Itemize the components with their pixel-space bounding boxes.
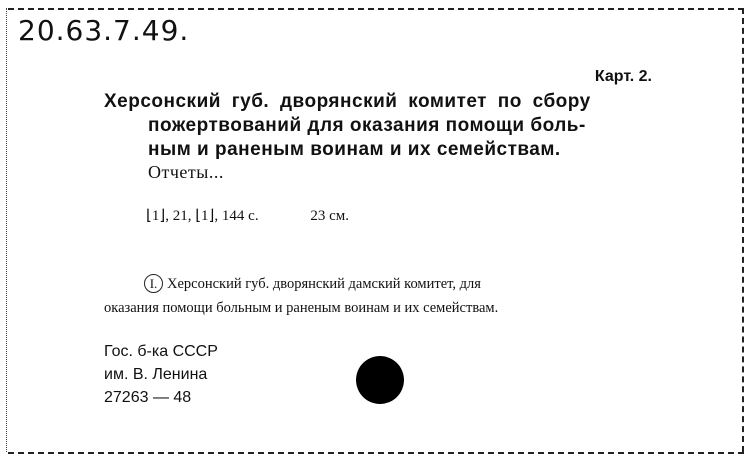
tracing-line: оказания помощи больным и раненым воинам и их семействам. (104, 300, 499, 316)
title-line: ным и раненым воинам и их семействам. (148, 139, 561, 160)
size: 23 см. (310, 208, 349, 224)
title-block (104, 90, 654, 162)
card-border-bottom (8, 452, 744, 454)
tracing-line (104, 272, 644, 296)
tracing-text: Херсонский губ. дворянский дамский комитет, для (167, 276, 481, 292)
reports-label: Отчеты... (148, 162, 224, 182)
library-line: им. В. Ленина (104, 366, 208, 383)
shelfmark: 20.63.7.49. (18, 14, 190, 47)
pagination: ⌊1⌋, 21, ⌊1⌋, 144 с. (146, 208, 259, 224)
title-line: пожертвований для оказания помощи боль- (148, 115, 586, 136)
tracing-number: I. (144, 274, 163, 293)
title-line: Херсонский губ. дворянский комитет по сбору (104, 91, 591, 112)
card-border-right (742, 8, 744, 452)
library-line: 27263 — 48 (104, 389, 192, 406)
card-border-left (6, 8, 7, 452)
tracing (104, 272, 644, 320)
library-line: Гос. б-ка СССР (104, 343, 218, 360)
card-border-top (8, 8, 744, 10)
library-imprint (104, 340, 218, 409)
card-number: Карт. 2. (594, 68, 652, 85)
collation (146, 206, 349, 225)
punch-hole (356, 356, 404, 404)
